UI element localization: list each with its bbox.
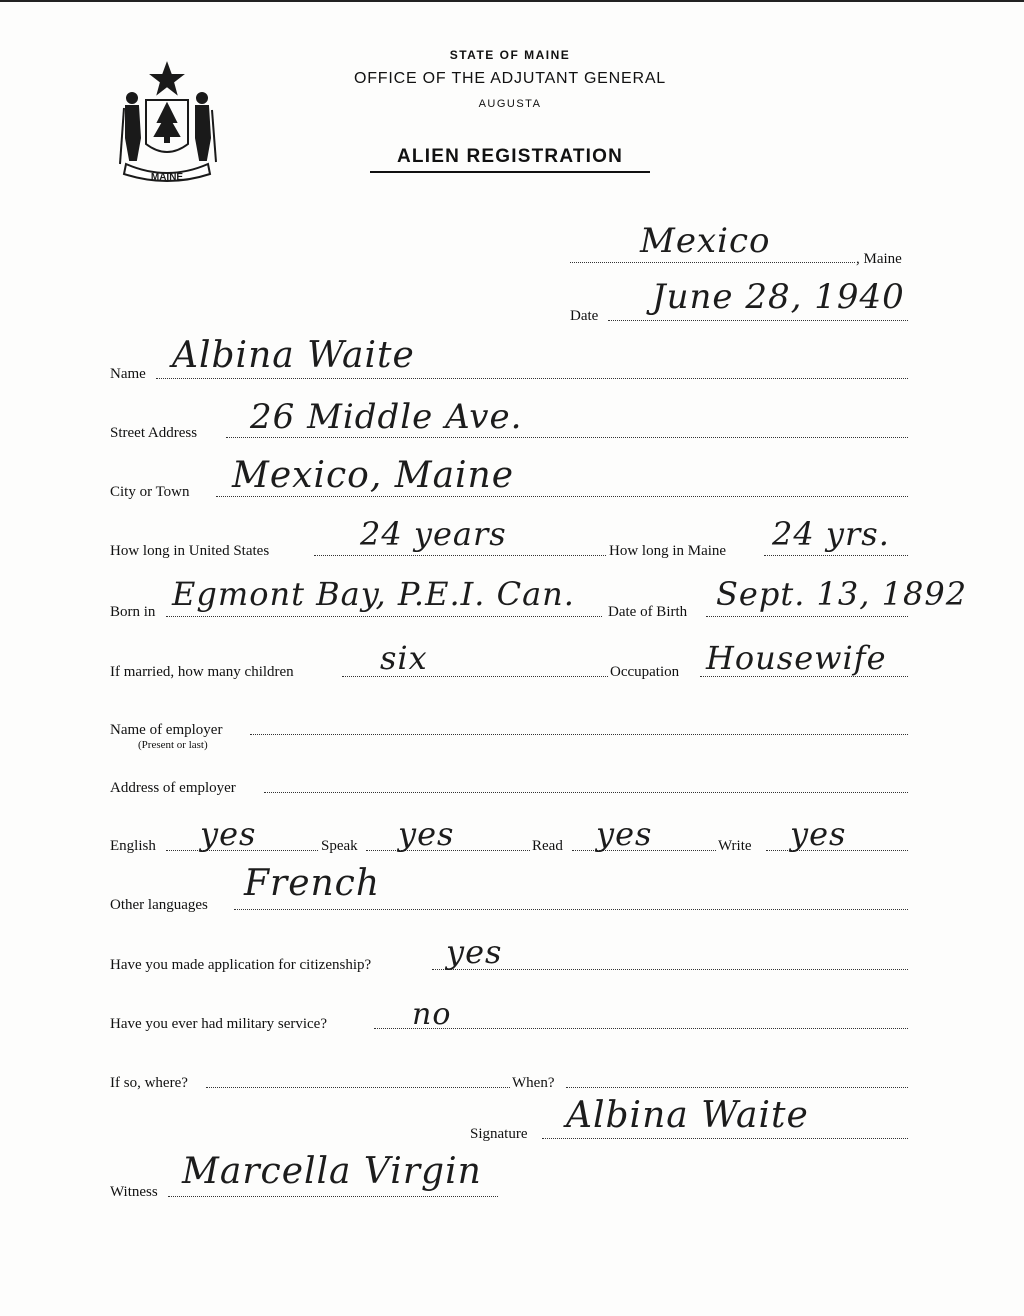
place-line — [570, 262, 855, 263]
witness-label: Witness — [110, 1184, 158, 1200]
maine-seal-icon — [112, 60, 222, 188]
dob-label: Date of Birth — [608, 604, 688, 620]
citizenship-label: Have you made application for citizenship? — [110, 957, 372, 973]
date-line — [608, 320, 908, 321]
read-value[interactable]: yes — [596, 815, 653, 853]
place-label: , Maine — [856, 251, 902, 267]
name-value[interactable]: Albina Waite — [172, 335, 415, 376]
when-line[interactable] — [566, 1087, 908, 1088]
header-office: OFFICE OF THE ADJUTANT GENERAL — [353, 70, 667, 87]
signature-value[interactable]: Albina Waite — [566, 1095, 809, 1136]
city-line — [216, 496, 908, 497]
title-underline — [370, 171, 650, 173]
write-label: Write — [718, 838, 752, 854]
header-city: AUGUSTA — [478, 98, 542, 110]
street-line — [226, 437, 908, 438]
place-value[interactable]: Mexico — [640, 221, 771, 261]
military-label: Have you ever had military service? — [110, 1016, 327, 1032]
date-value[interactable]: June 28, 1940 — [652, 277, 905, 317]
form-title: ALIEN REGISTRATION — [396, 146, 624, 167]
employer-sublabel: (Present or last) — [138, 739, 208, 751]
where-line[interactable] — [206, 1087, 510, 1088]
maine-years-label: How long in Maine — [609, 543, 727, 559]
witness-value[interactable]: Marcella Virgin — [182, 1151, 482, 1192]
born-label: Born in — [110, 604, 156, 620]
other-languages-line — [234, 909, 908, 910]
citizenship-line — [432, 969, 908, 970]
city-value[interactable]: Mexico, Maine — [232, 455, 515, 496]
name-line — [156, 378, 908, 379]
signature-line — [542, 1138, 908, 1139]
where-label: If so, where? — [110, 1075, 188, 1091]
city-label: City or Town — [110, 484, 190, 500]
dob-line — [706, 616, 908, 617]
seal-motto: MAINE — [150, 172, 184, 183]
witness-line — [168, 1196, 498, 1197]
write-value[interactable]: yes — [790, 815, 847, 853]
scan-edge — [0, 0, 1024, 2]
born-value[interactable]: Egmont Bay, P.E.I. Can. — [172, 575, 575, 613]
english-label: English — [110, 838, 156, 854]
children-label: If married, how many children — [110, 664, 294, 680]
street-value[interactable]: 26 Middle Ave. — [250, 397, 523, 437]
military-value[interactable]: no — [412, 997, 452, 1032]
employer-label: Name of employer — [110, 722, 223, 738]
military-line — [374, 1028, 908, 1029]
employer-address-line[interactable] — [264, 792, 908, 793]
born-line — [166, 616, 602, 617]
other-languages-value[interactable]: French — [244, 863, 381, 904]
signature-label: Signature — [470, 1126, 528, 1142]
speak-value[interactable]: yes — [398, 815, 455, 853]
name-label: Name — [110, 366, 146, 382]
english-value[interactable]: yes — [200, 815, 257, 853]
dob-value[interactable]: Sept. 13, 1892 — [716, 575, 968, 613]
occupation-label: Occupation — [610, 664, 680, 680]
us-years-value[interactable]: 24 years — [360, 515, 507, 553]
read-label: Read — [532, 838, 563, 854]
header-state: STATE OF MAINE — [449, 48, 571, 62]
maine-years-line — [764, 555, 908, 556]
employer-line[interactable] — [250, 734, 908, 735]
when-label: When? — [512, 1075, 555, 1091]
children-value[interactable]: six — [380, 639, 428, 677]
maine-years-value[interactable]: 24 yrs. — [772, 515, 890, 553]
occupation-value[interactable]: Housewife — [706, 639, 887, 677]
date-label: Date — [570, 308, 599, 324]
citizenship-value[interactable]: yes — [446, 933, 503, 971]
us-years-line — [314, 555, 606, 556]
speak-label: Speak — [321, 838, 358, 854]
other-languages-label: Other languages — [110, 897, 208, 913]
employer-address-label: Address of employer — [110, 780, 236, 796]
street-label: Street Address — [110, 425, 198, 441]
us-years-label: How long in United States — [110, 543, 270, 559]
